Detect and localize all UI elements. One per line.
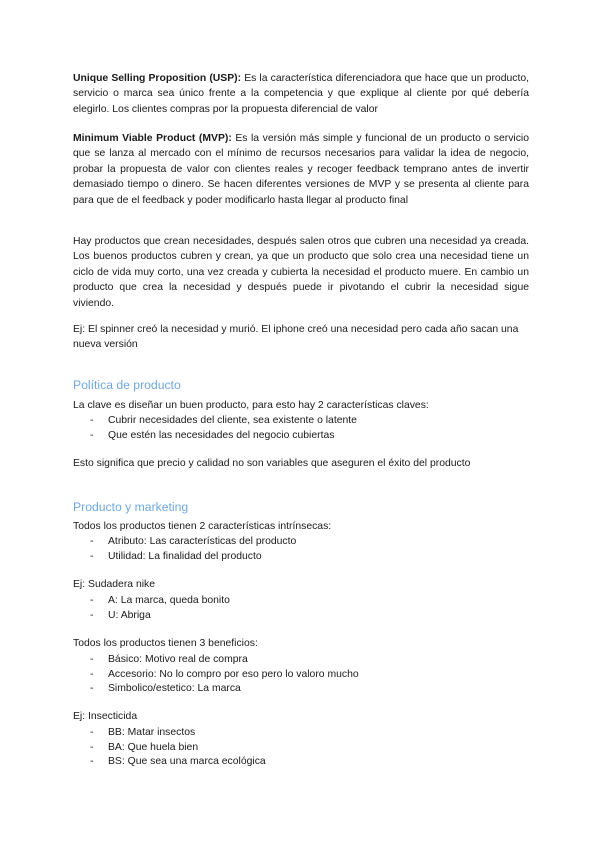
- list-item: - Atributo: Las características del producto: [90, 535, 296, 550]
- mvp-definition: Es la versión más simple y funcional de un producto o servicio que se lanza al mercado con el mínimo de recursos necesarios para validar la idea de negocio, probar la propuesta de valor con clientes reales y recoger feedback temprano antes de invertir demasiado tiempo o dinero. Se hacen diferentes versiones de MVP y se presenta al cliente para para que de el feedback y poder modificarlo hasta llegar al producto final: [73, 133, 529, 206]
- benefits-intro: Todos los productos tienen 3 beneficios:: [73, 638, 258, 649]
- politica-heading: Política de producto: [73, 378, 181, 392]
- example-nike-list: [90, 594, 230, 623]
- example-insecticida-list: [90, 726, 266, 770]
- usp-definition: Es la característica diferenciadora que hace que un producto, servicio o marca sea único frente a la competencia y que explique al cliente por qué debería elegirlo. Los clientes compras por la propuesta diferencial de valor: [73, 73, 529, 115]
- list-item: - BB: Matar insectos: [90, 726, 266, 741]
- example-insecticida-title: Ej: Insecticida: [73, 711, 138, 722]
- mvp-term: Minimum Viable Product (MVP):: [73, 133, 232, 144]
- list-item: - Básico: Motivo real de compra: [90, 653, 359, 668]
- usp-term: Unique Selling Proposition (USP):: [73, 73, 242, 84]
- list-item: - U: Abriga: [90, 609, 230, 624]
- politica-intro: La clave es diseñar un buen producto, para esto hay 2 características claves:: [73, 400, 429, 411]
- politica-list: [90, 414, 357, 443]
- politica-conclusion: Esto significa que precio y calidad no son variables que aseguren el éxito del producto: [73, 458, 471, 469]
- attributes-list: [90, 535, 296, 564]
- mvp-paragraph: [73, 131, 529, 208]
- list-item: - A: La marca, queda bonito: [90, 594, 230, 609]
- list-item: - Utilidad: La finalidad del producto: [90, 550, 296, 565]
- marketing-intro: Todos los productos tienen 2 características intrínsecas:: [73, 521, 332, 532]
- spinner-example: Ej: El spinner creó la necesidad y murió. El iphone creó una necesidad pero cada año sacan una nueva versión: [73, 324, 519, 351]
- list-item: - Que estén las necesidades del negocio cubiertas: [90, 429, 357, 444]
- usp-paragraph: [73, 71, 529, 117]
- list-item: - Accesorio: No lo compro por eso pero lo valoro mucho: [90, 668, 359, 683]
- list-item: - BS: Que sea una marca ecológica: [90, 755, 266, 770]
- list-item: - Simbolico/estetico: La marca: [90, 682, 359, 697]
- list-item: - Cubrir necesidades del cliente, sea existente o latente: [90, 414, 357, 429]
- list-item: - BA: Que huela bien: [90, 741, 266, 756]
- marketing-heading: Producto y marketing: [73, 500, 189, 514]
- example-nike-title: Ej: Sudadera nike: [73, 579, 156, 590]
- needs-paragraph: Hay productos que crean necesidades, después salen otros que cubren una necesidad ya creada. Los buenos productos cubren y crean, ya que un producto que solo crea una necesidad tiene un ciclo de vida muy corto, una vez creada y cubierta la necesidad el producto muere. En cambio un producto que crea la necesidad y después puede ir pivotando el cubrir la necesidad sigue viviendo.: [73, 236, 529, 309]
- benefits-list: [90, 653, 359, 697]
